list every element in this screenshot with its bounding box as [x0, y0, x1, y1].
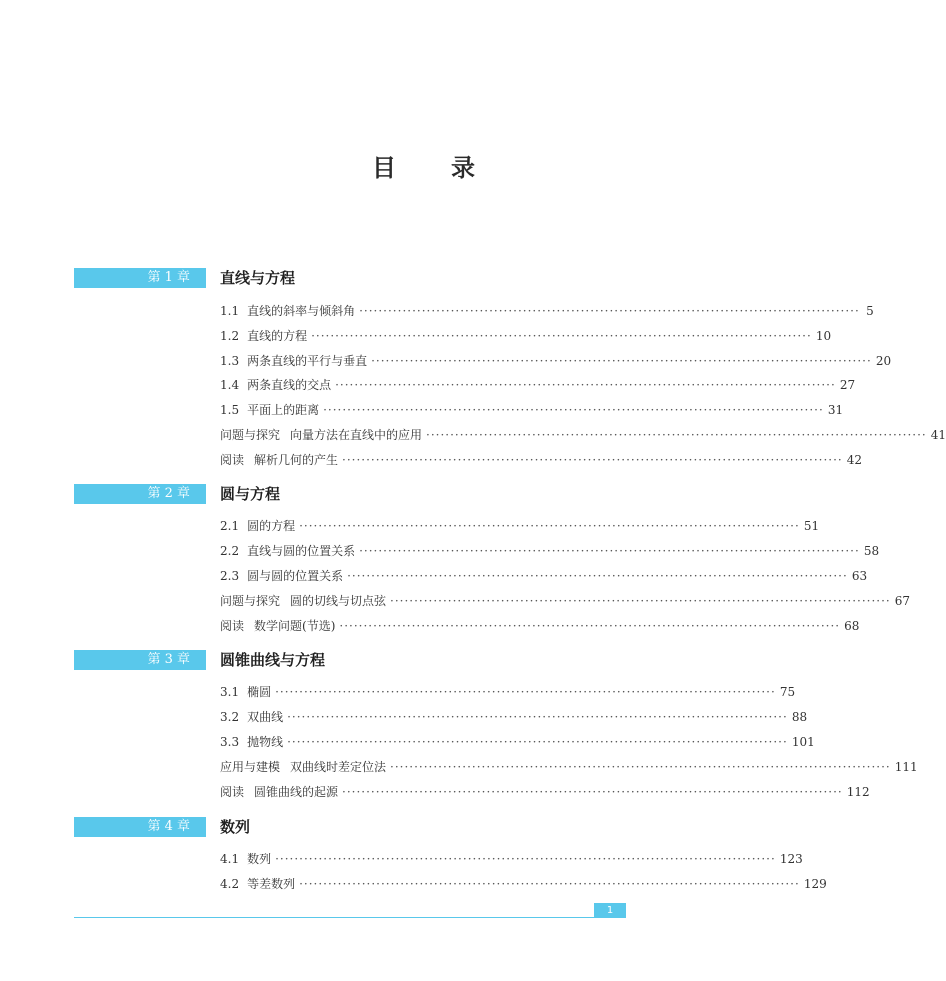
entry-number: 1.4 — [220, 378, 240, 392]
entry-page: 123 — [779, 852, 803, 866]
entry-title: 直线与圆的位置关系 — [247, 544, 356, 558]
entry-title: 圆与圆的位置关系 — [247, 569, 344, 583]
entry-number: 问题与探究 — [220, 594, 281, 608]
toc-entry[interactable] — [220, 426, 946, 444]
chapter-3-title: 圆锥曲线与方程 — [220, 651, 326, 669]
dot-leader: ········································································································ — [359, 304, 860, 318]
entry-number: 2.3 — [220, 569, 240, 583]
entry-page: 31 — [827, 403, 844, 417]
dot-leader: ········································································································ — [426, 428, 927, 442]
entry-title: 圆的切线与切点弦 — [290, 594, 387, 608]
toc-entry[interactable] — [220, 592, 911, 610]
entry-page: 41 — [930, 428, 946, 442]
entry-title: 数学问题(节选) — [254, 619, 336, 633]
title-char-1: 目 — [372, 154, 396, 182]
entry-title: 向量方法在直线中的应用 — [290, 428, 423, 442]
entry-number: 1.1 — [220, 304, 240, 318]
entry-title: 椭圆 — [247, 685, 272, 699]
toc-entry[interactable] — [220, 376, 856, 394]
toc-entry[interactable] — [220, 708, 808, 726]
entry-title: 两条直线的交点 — [247, 378, 332, 392]
dot-leader: ········································································································ — [275, 685, 776, 699]
entry-number: 1.3 — [220, 354, 240, 368]
entry-page: 10 — [815, 329, 832, 343]
chapter-4-title: 数列 — [220, 818, 251, 836]
entry-page: 88 — [791, 710, 808, 724]
title-char-2: 录 — [451, 154, 475, 182]
dot-leader: ········································································································ — [299, 877, 800, 891]
toc-entry[interactable] — [220, 617, 860, 635]
entry-number: 问题与探究 — [220, 428, 281, 442]
dot-leader: ········································································································ — [359, 544, 860, 558]
dot-leader: ········································································································ — [347, 569, 848, 583]
dot-leader: ········································································································ — [390, 594, 891, 608]
entry-title: 解析几何的产生 — [254, 453, 339, 467]
toc-entry[interactable] — [220, 451, 863, 469]
toc-entry[interactable] — [220, 683, 796, 701]
entry-page: 111 — [894, 760, 918, 774]
chapter-3-label: 第 3 章 — [74, 650, 206, 670]
entry-page: 27 — [839, 378, 856, 392]
dot-leader: ········································································································ — [287, 735, 788, 749]
entry-number: 阅读 — [220, 785, 245, 799]
entry-title: 数列 — [247, 852, 272, 866]
dot-leader: ········································································································ — [311, 329, 812, 343]
toc-entry[interactable] — [220, 875, 827, 893]
dot-leader: ········································································································ — [275, 852, 776, 866]
entry-page: 51 — [803, 519, 820, 533]
dot-leader: ········································································································ — [342, 453, 843, 467]
toc-entry[interactable] — [220, 517, 820, 535]
entry-page: 68 — [844, 619, 860, 633]
entry-number: 3.2 — [220, 710, 240, 724]
entry-page: 58 — [863, 544, 880, 558]
toc-entry[interactable] — [220, 758, 918, 776]
toc-entry[interactable] — [220, 783, 870, 801]
entry-title: 双曲线时差定位法 — [290, 760, 387, 774]
entry-page: 129 — [803, 877, 827, 891]
entry-title: 直线的斜率与倾斜角 — [247, 304, 356, 318]
entry-number: 2.1 — [220, 519, 240, 533]
entry-number: 3.3 — [220, 735, 240, 749]
entry-page: 20 — [875, 354, 892, 368]
chapter-2-label: 第 2 章 — [74, 484, 206, 504]
toc-entry[interactable] — [220, 352, 892, 370]
entry-page: 112 — [846, 785, 870, 799]
chapter-1-title: 直线与方程 — [220, 269, 296, 287]
footer-rule — [74, 917, 626, 918]
page-number: 1 — [594, 903, 626, 918]
entry-title: 直线的方程 — [247, 329, 308, 343]
entry-title: 平面上的距离 — [247, 403, 320, 417]
entry-number: 阅读 — [220, 453, 245, 467]
entry-page: 101 — [791, 735, 815, 749]
chapter-2-title: 圆与方程 — [220, 485, 281, 503]
entry-number: 3.1 — [220, 685, 240, 699]
dot-leader: ········································································································ — [371, 354, 872, 368]
entry-title: 圆锥曲线的起源 — [254, 785, 339, 799]
dot-leader: ········································································································ — [339, 619, 841, 633]
dot-leader: ········································································································ — [299, 519, 800, 533]
dot-leader: ········································································································ — [335, 378, 836, 392]
entry-page: 5 — [866, 304, 874, 318]
entry-page: 42 — [846, 453, 863, 467]
dot-leader: ········································································································ — [390, 760, 891, 774]
entry-number: 1.5 — [220, 403, 240, 417]
chapter-4-label: 第 4 章 — [74, 817, 206, 837]
toc-entry[interactable] — [220, 733, 815, 751]
entry-page: 63 — [851, 569, 868, 583]
entry-number: 应用与建模 — [220, 760, 281, 774]
entry-title: 圆的方程 — [247, 519, 296, 533]
entry-title: 两条直线的平行与垂直 — [247, 354, 368, 368]
dot-leader: ········································································································ — [342, 785, 843, 799]
entry-number: 4.1 — [220, 852, 240, 866]
entry-number: 2.2 — [220, 544, 240, 558]
entry-page: 75 — [779, 685, 796, 699]
toc-entry[interactable] — [220, 302, 874, 320]
toc-entry[interactable] — [220, 850, 803, 868]
dot-leader: ········································································································ — [323, 403, 824, 417]
chapter-1-label: 第 1 章 — [74, 268, 206, 288]
entry-number: 4.2 — [220, 877, 240, 891]
entry-title: 双曲线 — [247, 710, 284, 724]
entry-number: 阅读 — [220, 619, 245, 633]
entry-title: 抛物线 — [247, 735, 284, 749]
entry-number: 1.2 — [220, 329, 240, 343]
toc-entry[interactable] — [220, 542, 880, 560]
toc-entry[interactable] — [220, 567, 868, 585]
dot-leader: ········································································································ — [287, 710, 788, 724]
toc-entry[interactable] — [220, 327, 832, 345]
entry-page: 67 — [894, 594, 911, 608]
toc-entry[interactable] — [220, 401, 844, 419]
entry-title: 等差数列 — [247, 877, 296, 891]
